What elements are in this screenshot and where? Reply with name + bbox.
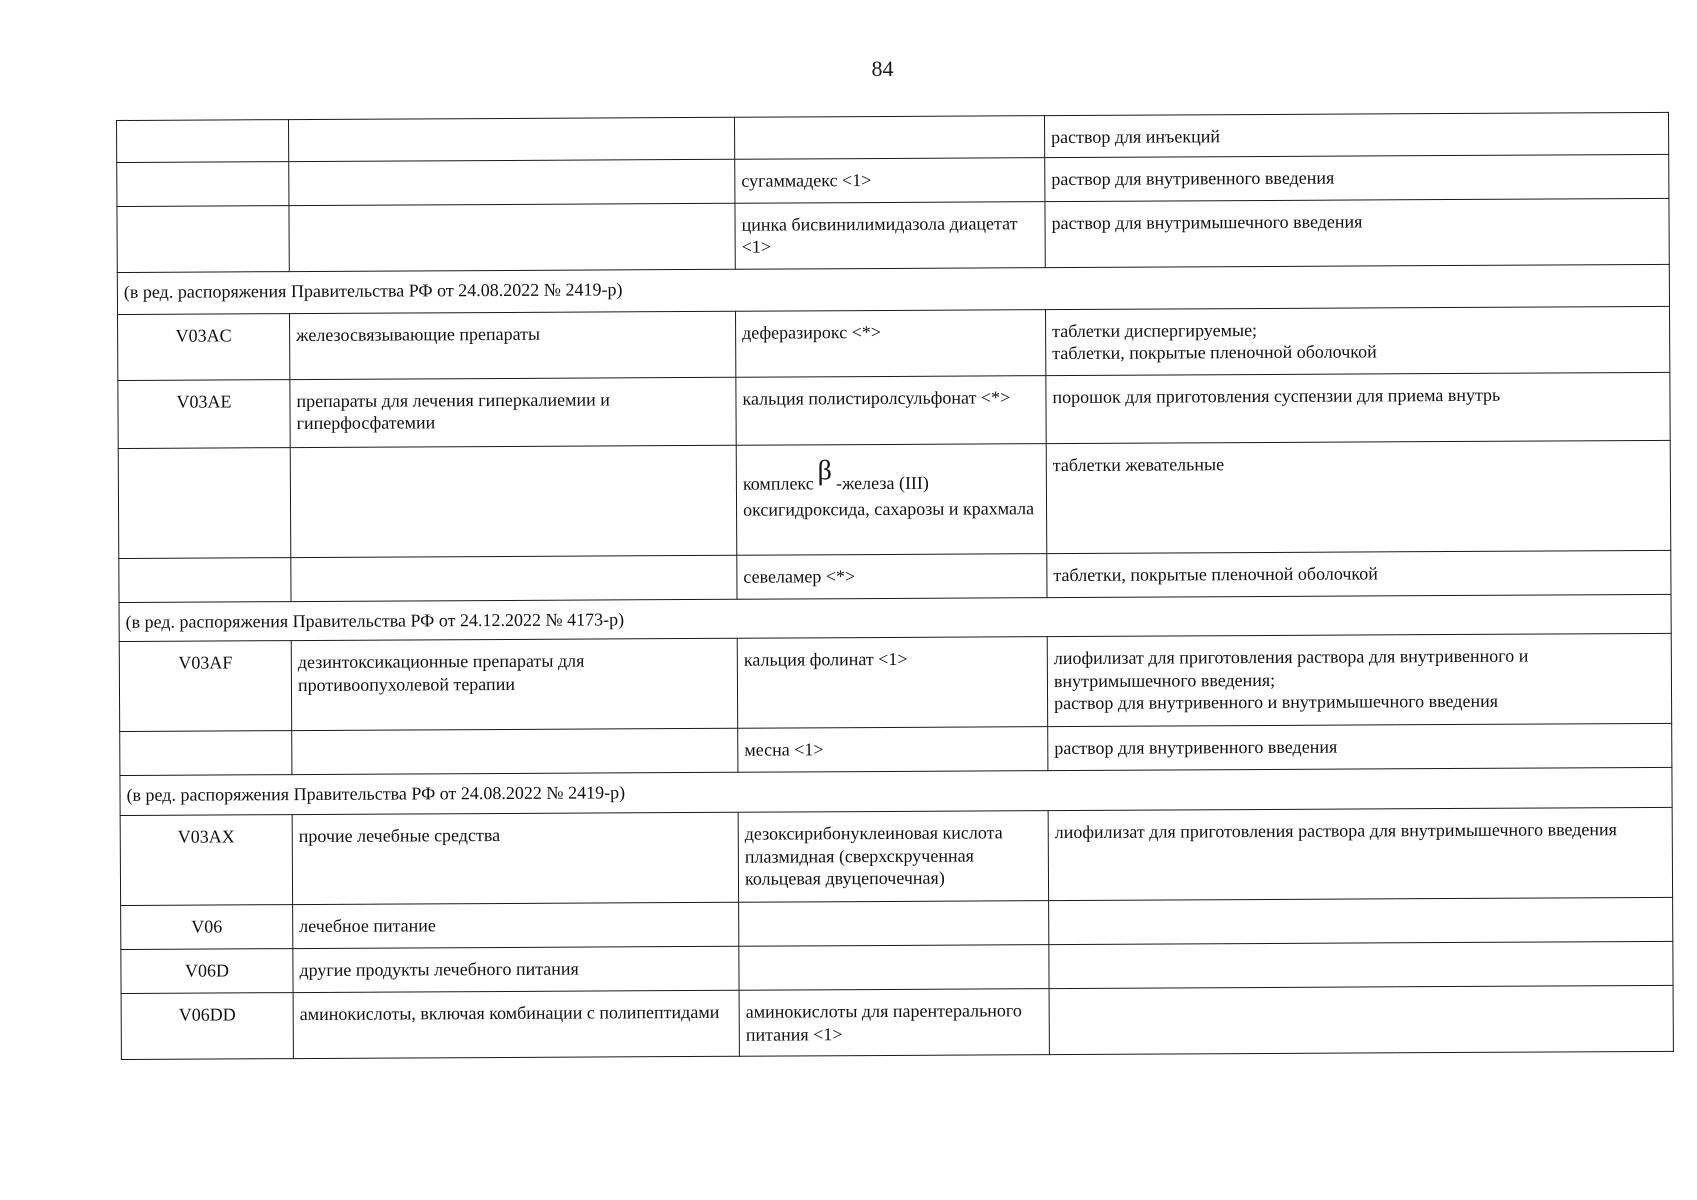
pharmacological-group: аминокислоты, включая комбинации с полипептидами xyxy=(293,990,739,1058)
dosage-forms xyxy=(1049,941,1673,988)
dosage-form: лиофилизат для приготовления раствора для внутримышечного введения xyxy=(1054,819,1617,843)
table-row xyxy=(118,372,1670,448)
beta-symbol: β xyxy=(817,454,832,486)
atc-code: V06D xyxy=(121,949,293,994)
atc-code: V03AE xyxy=(118,379,290,448)
dosage-forms xyxy=(1047,550,1671,597)
dosage-form: раствор для инъекций xyxy=(1051,126,1221,148)
drug-table xyxy=(116,112,1674,1060)
dosage-form: раствор для внутримышечного введения xyxy=(1051,210,1363,233)
drug-name: цинка бисвинилимидазола диацетат <1> xyxy=(735,201,1045,269)
dosage-forms xyxy=(1047,633,1671,726)
dosage-forms xyxy=(1045,154,1669,201)
pharmacological-group xyxy=(290,445,737,557)
table-row xyxy=(118,306,1670,380)
dosage-form: порошок для приготовления суспензии для приема внутрь xyxy=(1052,384,1501,407)
atc-code xyxy=(119,557,291,602)
atc-code xyxy=(117,161,289,206)
amendment-note: (в ред. распоряжения Правительства РФ от 24.12.2022 № 4173-р) xyxy=(119,594,1671,642)
dosage-form: лиофилизат для приготовления раствора для внутривенного и внутримышечного введения; xyxy=(1053,645,1529,691)
pharmacological-group: препараты для лечения гиперкалиемии и гиперфосфатемии xyxy=(290,377,736,447)
drug-name-prefix: комплекс xyxy=(742,472,814,494)
drug-name: кальция полистиролсульфонат <*> xyxy=(736,375,1046,445)
table-row xyxy=(121,985,1673,1059)
atc-code xyxy=(118,447,291,558)
dosage-form: таблетки, покрытые пленочной оболочкой xyxy=(1053,562,1378,585)
drug-name xyxy=(736,443,1047,555)
pharmacological-group: железосвязывающие препараты xyxy=(290,311,736,379)
amendment-note: (в ред. распоряжения Правительства РФ от 24.08.2022 № 2419-р) xyxy=(117,264,1669,314)
table-row xyxy=(119,633,1671,731)
drug-name: севеламер <*> xyxy=(737,553,1047,599)
pharmacological-group xyxy=(289,203,735,271)
page-number: 84 xyxy=(871,56,894,81)
dosage-form: раствор для внутривенного введения xyxy=(1051,167,1335,189)
pharmacological-group: другие продукты лечебного питания xyxy=(293,946,739,992)
dosage-forms xyxy=(1046,306,1670,375)
drug-name: сугаммадекс <1> xyxy=(735,157,1045,203)
dosage-forms xyxy=(1044,112,1668,157)
atc-code: V06DD xyxy=(121,993,293,1060)
dosage-forms xyxy=(1046,440,1671,553)
dosage-form: таблетки жевательные xyxy=(1052,453,1225,475)
dosage-form: таблетки, покрытые пленочной оболочкой xyxy=(1052,341,1377,364)
amendment-note: (в ред. распоряжения Правительства РФ от 24.08.2022 № 2419-р) xyxy=(120,767,1672,815)
dosage-forms xyxy=(1048,807,1672,900)
pharmacological-group xyxy=(292,728,738,774)
pharmacological-group xyxy=(289,159,735,205)
drug-name: аминокислоты для парентерального питания <1> xyxy=(739,989,1049,1057)
pharmacological-group xyxy=(289,117,735,161)
dosage-form: таблетки диспергируемые; xyxy=(1052,319,1258,341)
dosage-forms xyxy=(1046,372,1670,443)
atc-code: V06 xyxy=(121,905,293,950)
atc-code xyxy=(117,205,289,272)
dosage-form: раствор для внутривенного введения xyxy=(1054,736,1338,759)
drug-name xyxy=(734,116,1044,159)
dosage-forms xyxy=(1045,198,1669,267)
atc-code: V03AC xyxy=(118,313,290,380)
table-row xyxy=(120,807,1672,905)
drug-name-suffix: -железа (III) оксигидроксида, сахарозы и крахмала xyxy=(742,472,1035,520)
pharmacological-group: лечебное питание xyxy=(293,902,739,948)
drug-name: деферазирокс <*> xyxy=(736,309,1046,377)
atc-code xyxy=(117,120,289,162)
atc-code xyxy=(120,731,292,776)
atc-code: V03AX xyxy=(120,815,292,906)
pharmacological-group xyxy=(291,555,737,601)
table-row xyxy=(117,198,1669,272)
atc-code: V03AF xyxy=(119,641,291,732)
pharmacological-group: прочие лечебные средства xyxy=(292,812,738,904)
dosage-forms xyxy=(1049,897,1673,944)
dosage-forms xyxy=(1048,723,1672,770)
dosage-forms xyxy=(1049,985,1673,1054)
dosage-form: раствор для внутривенного и внутримышечного введения xyxy=(1054,690,1499,714)
drug-name xyxy=(739,945,1049,991)
drug-name xyxy=(739,901,1049,947)
pharmacological-group: дезинтоксикационные препараты для противоопухолевой терапии xyxy=(291,638,737,730)
drug-name: дезоксирибонуклеиновая кислота плазмидная (сверхскрученная кольцевая двуцепочечная) xyxy=(738,811,1048,903)
drug-name: месна <1> xyxy=(738,727,1048,773)
table-row xyxy=(118,440,1671,558)
drug-name: кальция фолинат <1> xyxy=(737,637,1047,729)
